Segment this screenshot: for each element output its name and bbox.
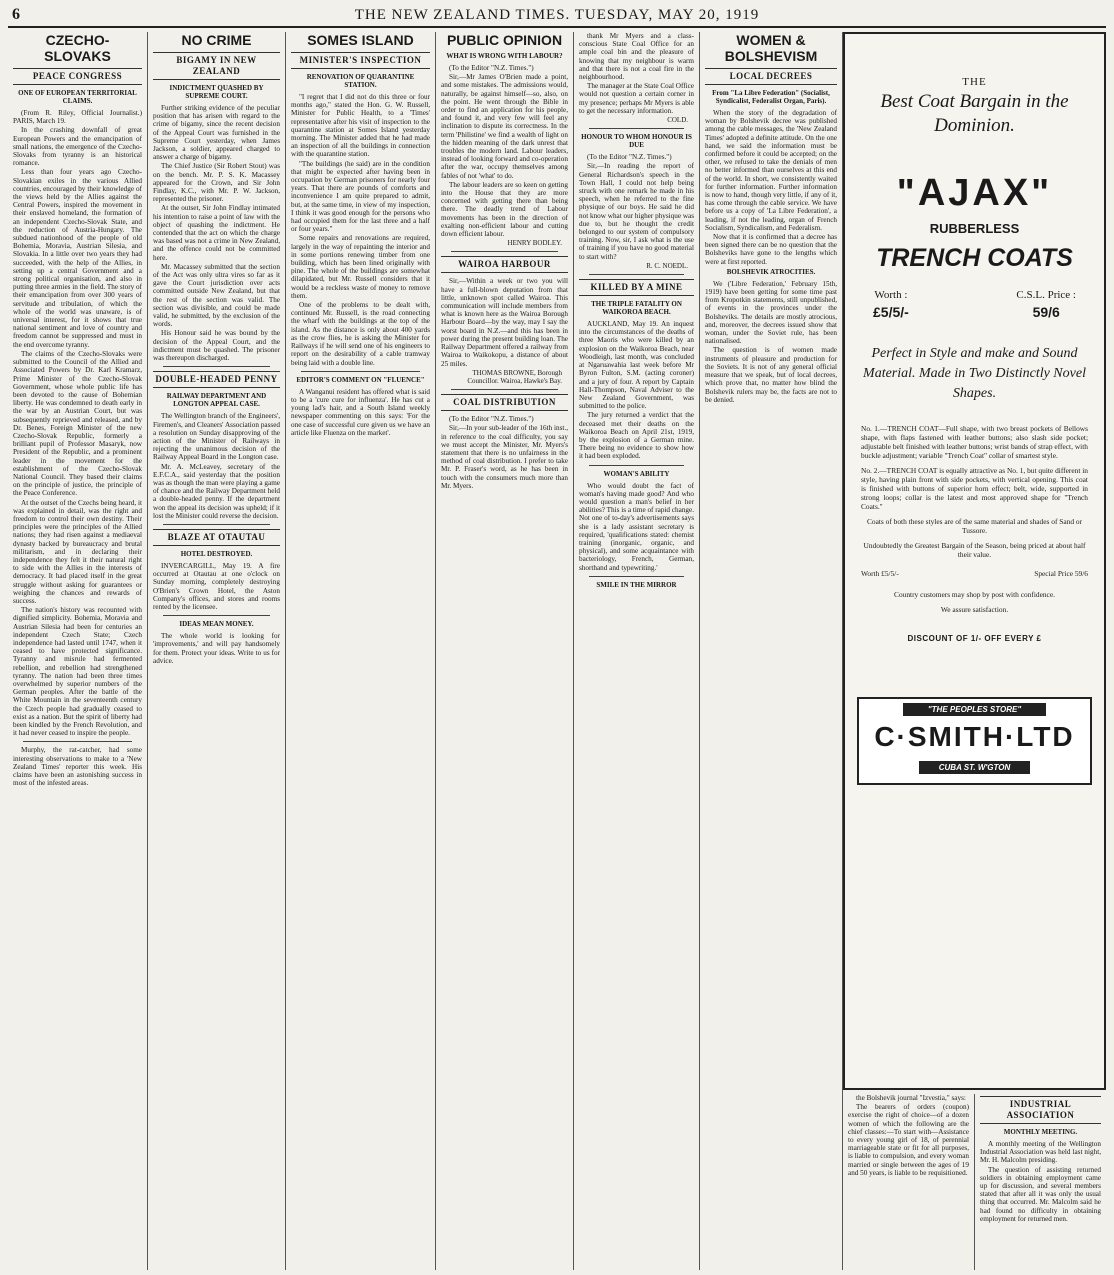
ad-shades: Coats of both these styles are of the same material and shades of Sand or Tussore. bbox=[866, 517, 1083, 535]
letter-title: HONOUR TO WHOM HONOUR IS DUE bbox=[581, 133, 692, 150]
item-description: No. 1.—TRENCH COAT—Full shape, with two breast pockets of Bellows shape, with flaps fastened with leather buttons; also slash side pocket; adjustable belt finished with leather buttons; wrist bands of strap effect, with buckle adjustment; variable "Trench Coat" collar of smartest style. bbox=[861, 424, 1088, 460]
column-industrial-association bbox=[975, 1094, 1106, 1270]
letter-salutation: (To the Editor "N.Z. Times.") bbox=[449, 64, 534, 72]
paragraph: The whole world is looking for 'improvements,' and will pay handsomely for them. Protect your ideas. Write to us for advice. bbox=[153, 632, 280, 665]
deck: HOTEL DESTROYED. bbox=[180, 549, 253, 558]
ad-brand: "AJAX" bbox=[896, 172, 1053, 214]
paragraph: A Wanganui resident has offered what is said to be a 'cure cure for influenza'. He has cut a young lad's hair, and a South Island weekly newspaper commenting on this says: 'For the one case of successful cure given us we have an article like Fluenza on the market'. bbox=[291, 387, 430, 437]
ad-undoubted: Undoubtedly the Greatest Bargain of the Season, being priced at about half their value. bbox=[863, 541, 1086, 559]
ad-the: THE bbox=[962, 76, 987, 88]
column-public-opinion bbox=[436, 32, 574, 1270]
signature: R. C. NOEDL. bbox=[646, 261, 688, 270]
signature: THOMAS BROWNE, Borough Councillor. Wairoa, Hawke's Bay. bbox=[467, 368, 562, 385]
divider bbox=[589, 576, 684, 577]
paragraph: Sir,—In reading the report of General Richardson's speech in the Town Hall, I could not help being struck with one remark he made in his speech, when he referred to the fine physique of our boys. He said he did not know what our higher physique was due to, but he thought the credit belonged to our system of compulsory training. Now, sir, I ask what is the use of training if you have no good material to start with? bbox=[579, 162, 694, 261]
subheadline: KILLED BY A MINE bbox=[579, 279, 694, 296]
subheadline: INDUSTRIAL ASSOCIATION bbox=[980, 1096, 1101, 1124]
ajax-trench-coat-advertisement bbox=[843, 32, 1106, 1090]
paragraph: Some repairs and renovations are required, largely in the way of repainting the interior and in some portions renewing timber from one building, which has been lined originally with pine. The whole of the buildings are somewhat dilapidated, but Mr. Russell considers that it would be a reckless waste of money to remove them. bbox=[291, 234, 430, 300]
paragraph: One of the problems to be dealt with, continued Mr. Russell, is the road connecting the wharf with the buildings at the top of the island. As the distance is only about 400 yards as the crow flies, he is asking the Minister for Railways if he will send one of his engineers to report on the desirability of a cable tramway being laid with a double line. bbox=[291, 301, 430, 367]
item-description: No. 2.—TRENCH COAT is equally attractive as No. 1, but quite different in style, having plain front with side pockets, with vertical opening. This coat is finished with buttons of superior horn effect; belt, wide, supported in strong loops; collar is the latest and most approved shape for "Trench Coats." bbox=[861, 466, 1088, 511]
paragraph: Now that it is confirmed that a decree has been signed there can be no question that the Bolsheviks have gone to the lengths which were at first reported. bbox=[705, 233, 837, 266]
paragraph: The question is of women made instruments of pleasure and production for the Soviets. It is not of any general official measure that we speak, but of local decrees, which prove that, no matter how blind the Bolshevik rulers may be, the facts are not to be denied. bbox=[705, 346, 837, 404]
headline: NO CRIME bbox=[181, 32, 252, 48]
deck: WOMAN'S ABILITY bbox=[603, 469, 670, 478]
masthead bbox=[8, 4, 1106, 28]
worth-label: Worth : bbox=[874, 289, 908, 301]
byline: (From R. Riley, Official Journalist.) PARIS, March 19. bbox=[13, 109, 142, 126]
deck: BOLSHEVIK ATROCITIES. bbox=[726, 267, 816, 276]
store-tagline: "THE PEOPLES STORE" bbox=[903, 703, 1046, 716]
paragraph: "The buildings (he said) are in the condition that might be expected after having been in occupation by German prisoners for nearly four years. That there are pounds of comforts and inconvenience I am quite prepared to admit, but, at the same time, in view of my inspection, I think it was good enough for the persons who had occupied them for the last three and a half or four years." bbox=[291, 159, 430, 234]
deck: INDICTMENT QUASHED BY SUPREME COURT. bbox=[169, 84, 264, 100]
letter-salutation: (To the Editor "N.Z. Times.") bbox=[449, 415, 534, 424]
deck: MONTHLY MEETING. bbox=[1003, 1128, 1078, 1136]
paragraph: At the outset, Sir John Findlay intimated his intention to raise a point of law with the object of quashing the indictment. He contended that the act on which the charge was based was not a crime in New Zealand, and the offence could not be committed here. bbox=[153, 204, 280, 262]
paragraph: The jury returned a verdict that the deceased met their deaths on the Waikoroa Beach on April 21st, 1919, by the explosion of a German mine. There being no evidence to show how it had been exploded. bbox=[579, 411, 694, 461]
divider bbox=[163, 524, 270, 525]
paragraph: Who would doubt the fact of woman's having made good? And who would question a man's belief in her abilities? This is a time of rapid change. Not one of to-day's advertisements says she is a lady assistant secretary is required, 'qualifications stated: chemist training (inorganic, organic, and physical), and some acquaintance with bacteriology, French, German, shorthand and typewriting.' bbox=[579, 481, 694, 572]
price-label: C.S.L. Price : bbox=[1016, 289, 1076, 301]
paragraph: The nation's history was recounted with dignified simplicity. Bohemia, Moravia and Austrian Silesia had been for centuries an independent Czech State; Czech independence had lasted until 1747, when it ceased to have protected significance. Tyranny and misrule had fermented rebellion, and rebellion had strengthened tyranny. The nation had been three times overwhelmed by superior numbers of the German peoples. After the battle of the White Mountain in the seventeenth century the Czech people had gradually ceased to exist as a nation. But the spirit of liberty had been kindled by the French Revolution, and it had never ceased to inspire the people. bbox=[13, 606, 142, 738]
deck: From "La Libre Federation" (Socialist, Syndicalist, Federalist Organ, Paris). bbox=[712, 89, 830, 105]
worth-value: £5/5/- bbox=[873, 304, 909, 320]
paragraph: The bearers of orders (coupon) exercise the right of choice—of a dozen women of which the following are the chief classes:—To start with—Assistance to every young girl of 18, of perennial marriageable state or fit for all purposes, is liable to compulsion, and every woman married or single between the ages of 19 and 50 years, is liable to be requisitioned. bbox=[848, 1103, 969, 1177]
store-address: CUBA ST. W'GTON bbox=[919, 761, 1030, 774]
paragraph: We ('Libre Federation,' February 15th, 1919) have been getting for some time past from Kropotkin statements, still unpublished, of events in the provinces under the Bolsheviks. The details are mostly atrocious, and, moreover, the decrees issued show that woman, under the Soviet rule, has been nationalised. bbox=[705, 279, 837, 346]
divider bbox=[163, 615, 270, 616]
letter-title: WHAT IS WRONG WITH LABOUR? bbox=[446, 52, 563, 60]
deck: EDITOR'S COMMENT ON "FLUENCE" bbox=[296, 375, 425, 384]
worth-block bbox=[873, 289, 909, 320]
divider bbox=[589, 128, 684, 129]
subheadline: LOCAL DECREES bbox=[705, 68, 837, 85]
divider bbox=[301, 371, 420, 372]
signature: COLD. bbox=[667, 116, 688, 125]
paragraph: A monthly meeting of the Wellington Industrial Association was held last night, Mr. H. Malcolm presiding. bbox=[980, 1140, 1101, 1165]
column-czecho-slovaks bbox=[8, 32, 148, 1270]
column-women-bolshevism bbox=[700, 32, 843, 1270]
ad-items bbox=[845, 424, 1104, 511]
ad-discount: DISCOUNT OF 1/- OFF EVERY £ bbox=[907, 634, 1042, 643]
divider bbox=[589, 465, 684, 466]
paragraph: The question of assisting returned soldiers in obtaining employment came up for discussion, and several members stated that after all it was only the usual thing that occurred. Mr. Malcolm said he had found no difficulty in obtaining employment for returned men. bbox=[980, 1165, 1101, 1223]
paragraph: Less than four years ago Czecho-Slovakian exiles in the various Allied countries, encouraged by their knowledge of the views held by the Allies against the Central Powers, inspired the movement in their enslaved homeland, the formation of an independent Czecho-Slovak State, and the reduction of Austria-Hungary. The subdued nationhood of the people of old Bohemia, Moravia, Austrian Silesia, and Slovakia. In a little over two years they had succeeded, with the help of the Allies, in setting up a central Government and a strong political organisation, and also in putting three armies in the field. The story of their emancipation from over 300 years of servitude and tribulation, of which the whole of the world was unaware, is of universal interest, for it shows that true national sentiment and love of country and freedom cannot be suppressed and must in the end overcome tyranny. bbox=[13, 168, 143, 349]
paragraph: Mr. A. McLeavey, secretary of the E.F.C.A., said yesterday that the position was as though the man were playing a game of chance and the Railway Department held a double-headed penny. If the department won the appeal its decision was upheld; if it lost the Minister could reverse the decision. bbox=[153, 462, 280, 520]
paragraph: The Wellington branch of the Engineers', Firemen's, and Cleaners' Association passed a resolution on Sunday disapproving of the action of the Minister of Railways in rejecting the unanimous decision of the Railway Appeal Board in the Longton case. bbox=[153, 412, 280, 462]
letter-salutation: (To the Editor "N.Z. Times.") bbox=[587, 153, 672, 162]
ad-satisfaction: We assure satisfaction. bbox=[940, 605, 1009, 614]
deck: ONE OF EUROPEAN TERRITORIAL CLAIMS. bbox=[18, 89, 137, 105]
deck: IDEAS MEAN MONEY. bbox=[179, 620, 254, 629]
deck: RAILWAY DEPARTMENT AND LONGTON APPEAL CASE. bbox=[166, 392, 267, 409]
deck: SMILE IN THE MIRROR bbox=[596, 580, 677, 589]
paragraph: The Chief Justice (Sir Robert Stout) was on the bench. Mr. P. S. K. Macassey appeared for the Crown, and Sir John Findlay, K.C., with Mr. P. W. Jackson, represented the prisoner. bbox=[153, 162, 280, 204]
paragraph: At the outset of the Czechs being heard, it was explained in detail, was the right and freedom to control their own destiny. Their principles were the principles of the Allied nations; they had risen against a mediaeval dynasty backed by bureaucracy and brutal militarism, and in declaring their independence they felt it their natural right to side with the Allies in the interests of democracy. It had placed itself in the great struggle without asking for guarantees or weighing the chances and rewards of success. bbox=[13, 498, 142, 605]
divider bbox=[23, 741, 132, 742]
paragraph: When the story of the degradation of woman by Bolshevik decree was published among the cable messages, the 'New Zealand Times' adopted a definite attitude. On the one hand, we said the information must be confirmed before it could be accepted; on the other, we refused to take the denials of men no better informed than ourselves at this end of the world. In short, we consistently waited for further information. Further information is now to hand, though very little, if any of it, has come through the cable service. We have before us a copy of 'La Libre Federation', a leading, if not the leading, organ of French Socialism, Syndicalism, and Federalism. bbox=[705, 109, 837, 232]
store-name: C·SMITH·LTD bbox=[874, 721, 1075, 752]
column-somes-island bbox=[286, 32, 436, 1270]
deck: THE TRIPLE FATALITY ON WAIKOROA BEACH. bbox=[591, 300, 682, 317]
price-block bbox=[1016, 289, 1076, 320]
column-letters-continued bbox=[574, 32, 700, 1270]
signature: HENRY BODLEY. bbox=[507, 239, 562, 248]
divider bbox=[451, 251, 558, 252]
paragraph: "I regret that I did not do this three or four months ago," stated the Hon. G. W. Russell, Minister for Public Health, to a 'Times' representative after his visit of inspection to the quarantine station at Somes Island yesterday morning. The Minister added that he had made an inspection of all the buildings in connection with the quarantine station. bbox=[291, 93, 430, 159]
paragraph: Sir,—Mr James O'Brien made a point, and some mistakes. The admissions would, naturally, be against himself—so, also, on the point. He went through the Bible in order to find an application for his people, and found it, and very few will feel any inclination to dispute its correctness. In the term 'Philistine' we find a wealth of light on the hidden meaning of the dark unrest that troubles the modern land. Labour leaders, instead of looking forward and co-operation after the war, occupy themselves among fables of not 'what' to do. bbox=[441, 73, 568, 180]
headline: WOMEN & BOLSHEVISM bbox=[724, 32, 818, 64]
paragraph: The labour leaders are so keen on getting into the House that they are more concerned with getting there than being there. The deadly trend of Labour movements has been in the direction of exalting non-efficient labour and cutting down efficient labour. bbox=[441, 180, 568, 239]
paragraph: His Honour said he was bound by the decision of the Appeal Court, and the indictment must be quashed. The prisoner was thereupon discharged. bbox=[153, 329, 280, 363]
ad-rubberless: RUBBERLESS bbox=[929, 221, 1020, 236]
paragraph: thank Mr Myers and a class-conscious State Coal Office for an ample coal bin and the pleasure of knowing that my neighbour is warm and that there is not a coal fire in the neighbourhood. bbox=[579, 32, 694, 82]
paragraph: Sir,—Within a week or two you will have a full-blown deputation from that little, unknown spot called Wairoa. This communication will include members from what is known here as the Wairoa Borough Harbour Board—by the way, may I say the worst board in N.Z.—and this has been in power during the present building loan. The Railway Department offered a railway from Wairoa to Waikokopu, a distance of about 25 miles. bbox=[441, 277, 568, 368]
paragraph: The manager at the State Coal Office would not question a certain corner in my presence; perhaps Mr Myers is able to get the necessary information. bbox=[579, 82, 694, 115]
special-price: Special Price 59/6 bbox=[1034, 569, 1088, 578]
page-number: 6 bbox=[12, 6, 20, 23]
paragraph: Sir,—In your sub-leader of the 16th inst., in reference to the coal difficulty, you say we must accept the Minister, Mr. Myers's statement that there is no unfairness in the method of coal distribution. I prefer to take Mr. P. Fraser's word, as he has been in touch with the consumers much more than Mr. Myers. bbox=[441, 424, 568, 490]
subheadline: PEACE CONGRESS bbox=[13, 68, 142, 85]
subheadline: BIGAMY IN NEW ZEALAND bbox=[153, 52, 280, 80]
paragraph: AUCKLAND, May 19. An inquest into the circumstances of the deaths of three Maoris who were killed by an explosion on the Waikoroa Beach, near Woodleigh, last month, was concluded at Ngaruawahia last week before Mr Byron Fulton, S.M. (acting coroner) and a jury of four. A report by Captain Hall-Thompson, Naval Adviser to the New Zealand Government, was submitted to the police. bbox=[579, 320, 694, 411]
paragraph: the Bolshevik journal "Izvestia," says: bbox=[856, 1094, 966, 1102]
paragraph: Mr. Macassey submitted that the section of the Act was only ultra vires so far as it gave the Court jurisdiction over acts committed outside New Zealand, but that the rest of the section was valid. The section was divisible, and could be made valid, he submitted, by the exclusion of the words. bbox=[153, 262, 280, 329]
paragraph: INVERCARGILL, May 19. A fire occurred at Otautau at one o'clock on Sunday morning, completely destroying O'Brien's Crown Hotel, the Aston Company's offices, and stores and rooms rented by the licensee. bbox=[153, 561, 280, 611]
divider bbox=[163, 366, 270, 367]
subheadline: BLAZE AT OTAUTAU bbox=[153, 529, 280, 546]
subheadline: MINISTER'S INSPECTION bbox=[291, 52, 430, 69]
column-bolshevik-journal bbox=[843, 1094, 975, 1270]
ad-prices bbox=[845, 289, 1104, 320]
headline: CZECHO-SLOVAKS bbox=[44, 32, 111, 64]
worth-small: Worth £5/5/- bbox=[861, 569, 899, 578]
ad-country: Country customers may shop by post with confidence. bbox=[894, 590, 1055, 599]
c-smith-logo bbox=[857, 697, 1092, 785]
column-no-crime bbox=[148, 32, 286, 1270]
paragraph: Murphy, the rat-catcher, had some interesting observations to make to a 'New Zealand Times' reporter this week. His claims have been an astonishing success in most of the infested areas. bbox=[13, 746, 142, 788]
price-value: 59/6 bbox=[1032, 304, 1060, 320]
subheadline: DOUBLE-HEADED PENNY bbox=[153, 371, 280, 388]
ad-perfect: Perfect in Style and make and Sound Material. Made in Two Distinctly Novel Shapes. bbox=[863, 346, 1086, 401]
divider bbox=[589, 274, 684, 275]
subheadline: COAL DISTRIBUTION bbox=[441, 394, 568, 411]
deck: RENOVATION OF QUARANTINE STATION. bbox=[306, 73, 415, 89]
divider bbox=[451, 389, 558, 390]
newspaper-title: THE NEW ZEALAND TIMES. TUESDAY, MAY 20, 1919 bbox=[354, 7, 760, 23]
ad-product: TRENCH COATS bbox=[876, 244, 1073, 272]
headline: SOMES ISLAND bbox=[307, 32, 414, 48]
headline: PUBLIC OPINION bbox=[446, 32, 563, 48]
paragraph: The claims of the Czecho-Slovaks were submitted to the Council of the Allied and Associated Powers by Dr. Karl Kramarz, Prime Minister of the Czecho-Slovak Government, whose whole public life has been devoted to the cause of Bohemian liberty. He was condemned to death early in the war by an Austrian Court, but was subsequently reprieved and released, and by Dr. Benes, Foreign Minister of the new Czecho-Slovak Republic, formerly a brilliant pupil of Professor Masaryk, now President of the Republic, and a prominent leader in the movement for the establishment of the Czecho-Slovak National Council. They based their claims on the principle of justice, the principle of the Peace Conference. bbox=[13, 349, 142, 498]
paragraph: In the crashing downfall of great European Powers and the emancipation of small nations, the emergence of the Czecho-Slovaks from tyranny is an historical romance. bbox=[13, 126, 142, 168]
paragraph: Further striking evidence of the peculiar position that has arisen with regard to the crime of bigamy, since the recent decision of the Appeal Court was furnished in the Supreme Court yesterday, when James Jackson, a soldier, appeared charged to answer a charge of bigamy. bbox=[153, 104, 280, 162]
ad-tagline: Best Coat Bargain in the Dominion. bbox=[880, 91, 1069, 136]
ad-special bbox=[845, 569, 1104, 578]
subheadline: WAIROA HARBOUR bbox=[441, 256, 568, 273]
